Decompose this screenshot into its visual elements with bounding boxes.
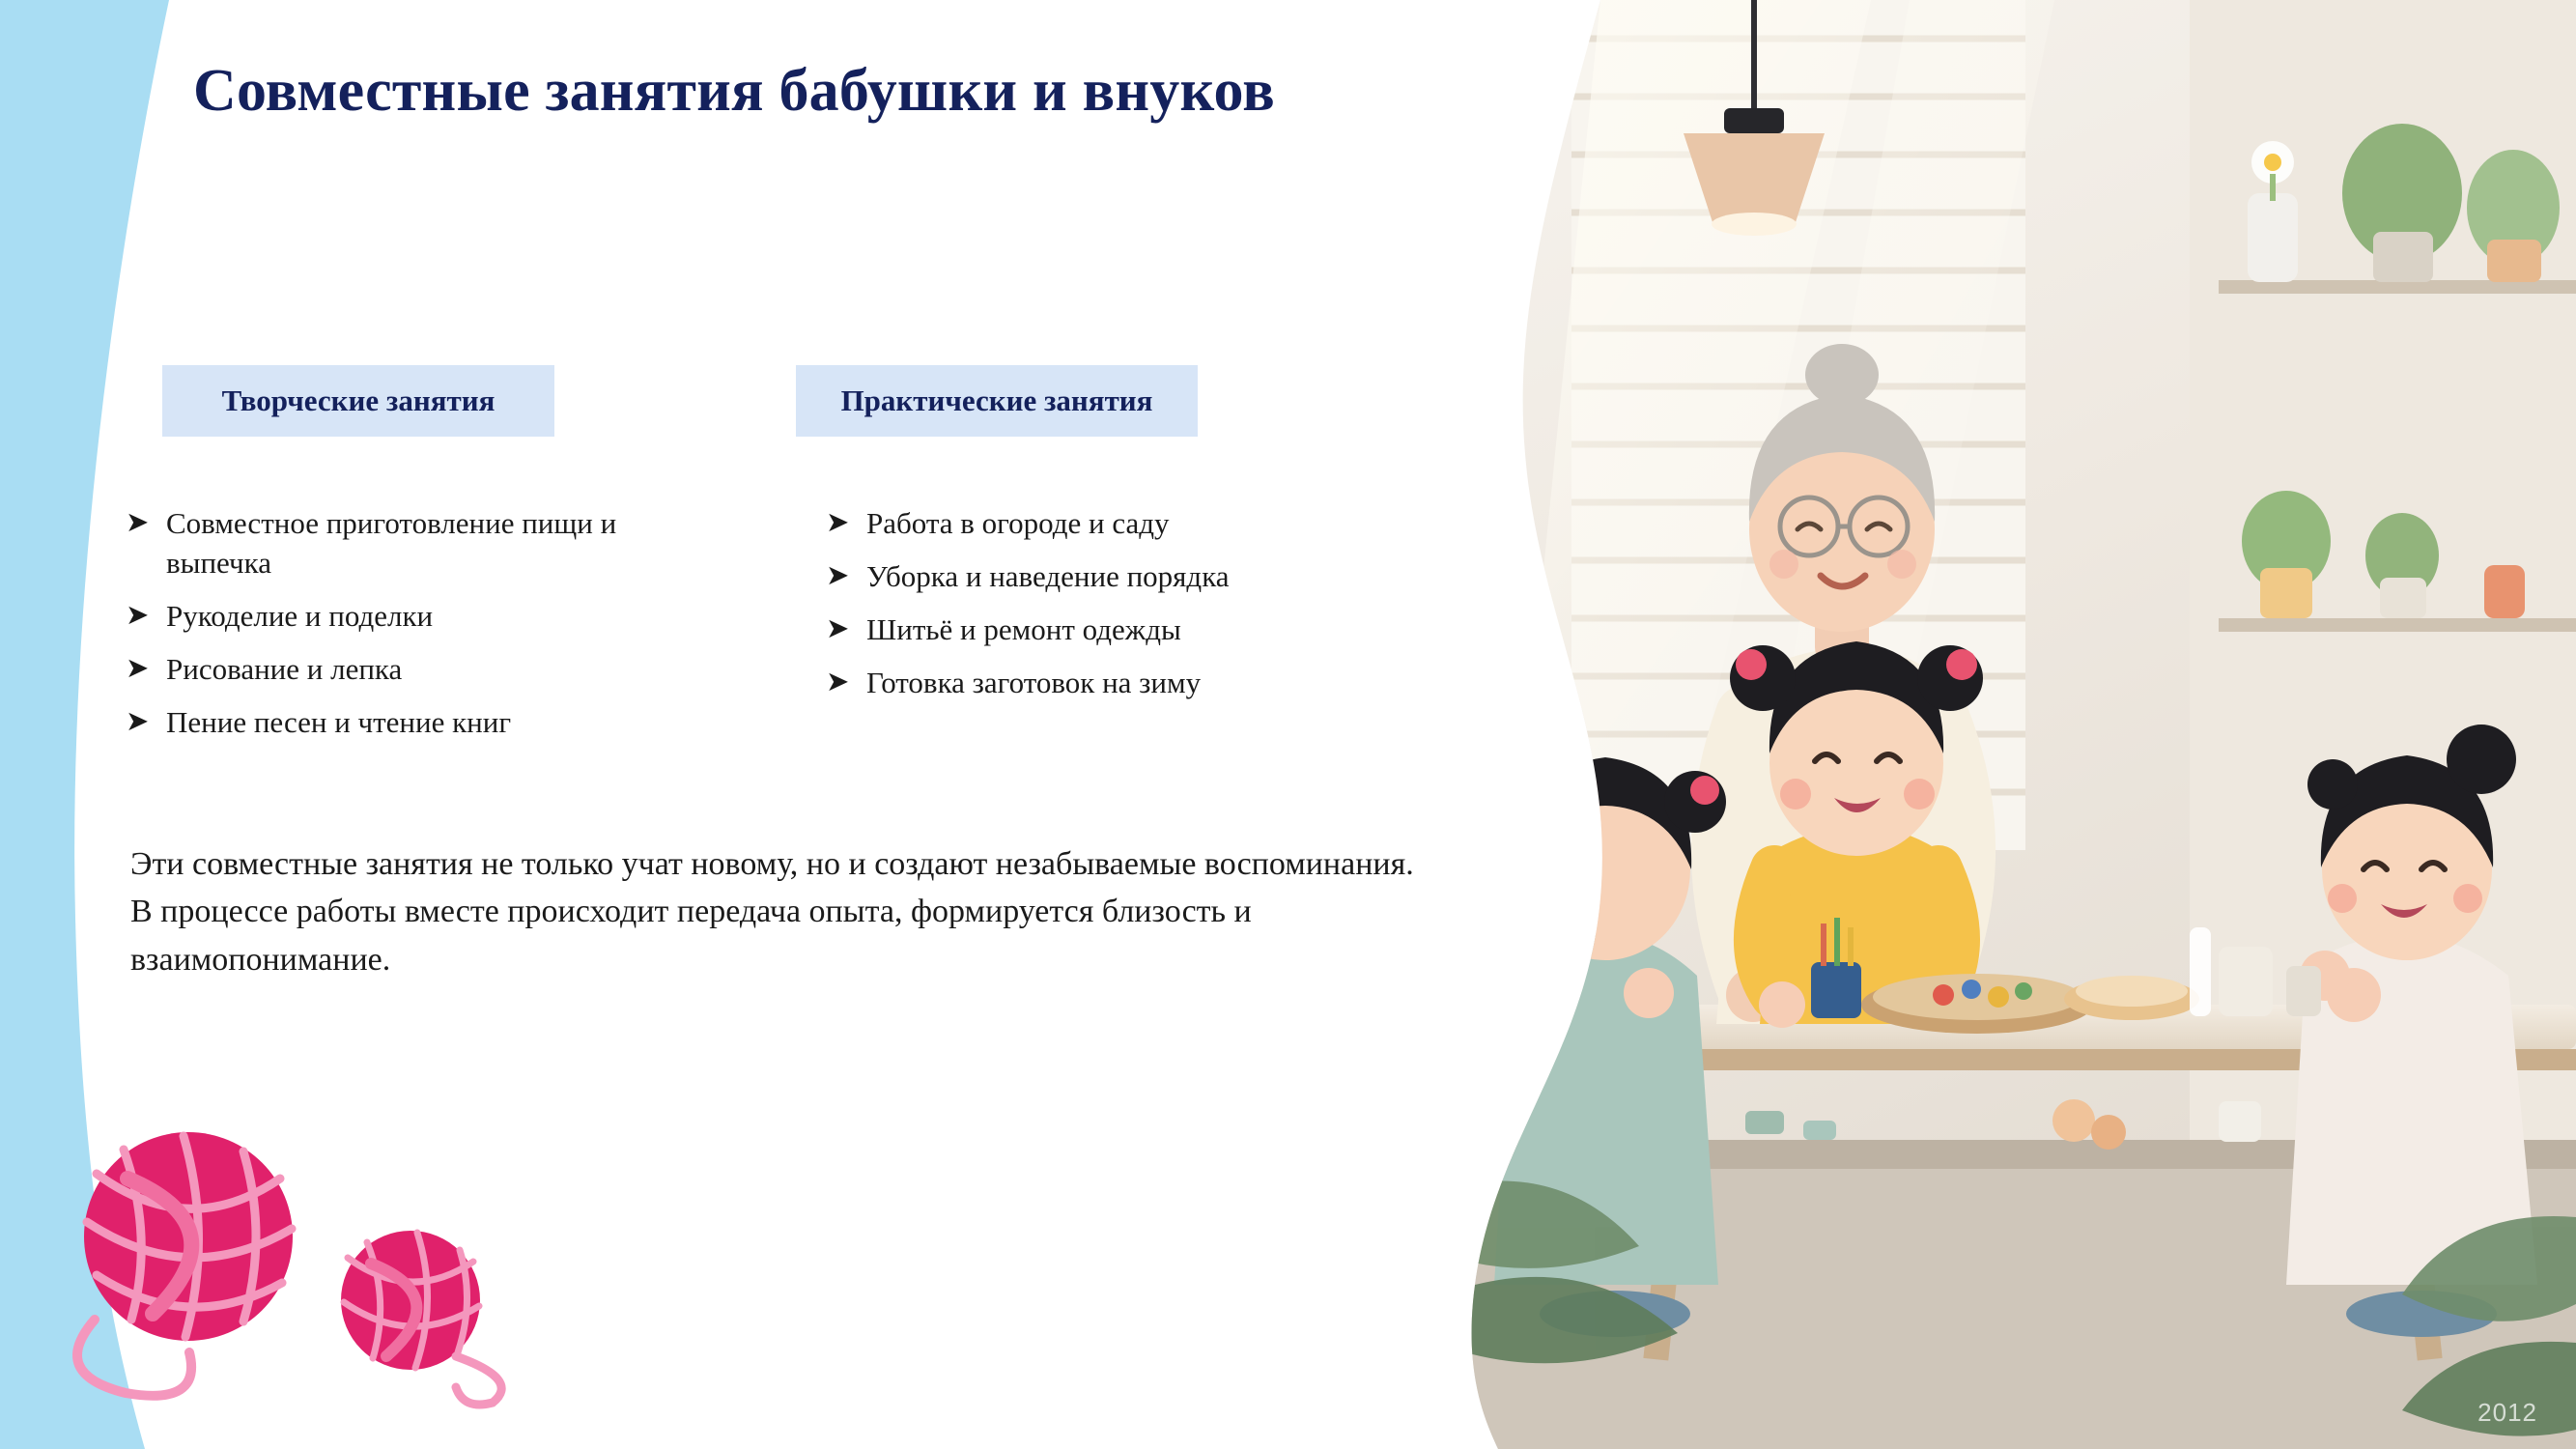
page-title: Совместные занятия бабушки и внуков [193, 58, 1275, 124]
yarn-balls-icon [39, 1121, 580, 1410]
list-item-label: Совместное приготовление пищи и выпечка [166, 506, 617, 580]
arrow-bullet-icon: ➤ [126, 599, 150, 631]
list-item [126, 650, 715, 690]
list-item-label: Пение песен и чтение книг [166, 704, 512, 739]
illustration-image [1456, 0, 2576, 1449]
summary-paragraph: Эти совместные занятия не только учат новому, но и создают незабываемые воспоминания. В процессе работы вместе происходит передача опыта, формируется близость и взаимопонимание. [130, 846, 1414, 978]
list-item [826, 557, 1425, 597]
arrow-bullet-icon: ➤ [826, 666, 850, 697]
arrow-bullet-icon: ➤ [126, 652, 150, 684]
list-item [126, 597, 715, 637]
list-item-label: Шитьё и ремонт одежды [866, 611, 1181, 646]
list-item-label: Уборка и наведение порядка [866, 558, 1230, 593]
list-item [826, 504, 1425, 544]
list-item [826, 611, 1425, 650]
section-heading-creative [162, 365, 554, 437]
section-heading-creative-label: Творческие занятия [221, 384, 495, 417]
list-item-label: Готовка заготовок на зиму [866, 665, 1202, 699]
arrow-bullet-icon: ➤ [126, 507, 150, 538]
illustration-panel [1456, 0, 2576, 1449]
list-item-label: Работа в огороде и саду [866, 506, 1170, 540]
creative-activities-list [126, 504, 715, 756]
list-item [126, 504, 715, 583]
list-item [826, 664, 1425, 703]
arrow-bullet-icon: ➤ [126, 705, 150, 737]
section-heading-practical [796, 365, 1198, 437]
arrow-bullet-icon: ➤ [826, 559, 850, 591]
year-watermark: 2012 [2477, 1398, 2537, 1427]
arrow-bullet-icon: ➤ [826, 612, 850, 644]
list-item-label: Рисование и лепка [166, 651, 403, 686]
practical-activities-list [826, 504, 1425, 717]
list-item [126, 703, 715, 743]
list-item-label: Рукоделие и поделки [166, 598, 434, 633]
arrow-bullet-icon: ➤ [826, 507, 850, 538]
section-heading-practical-label: Практические занятия [840, 384, 1153, 417]
